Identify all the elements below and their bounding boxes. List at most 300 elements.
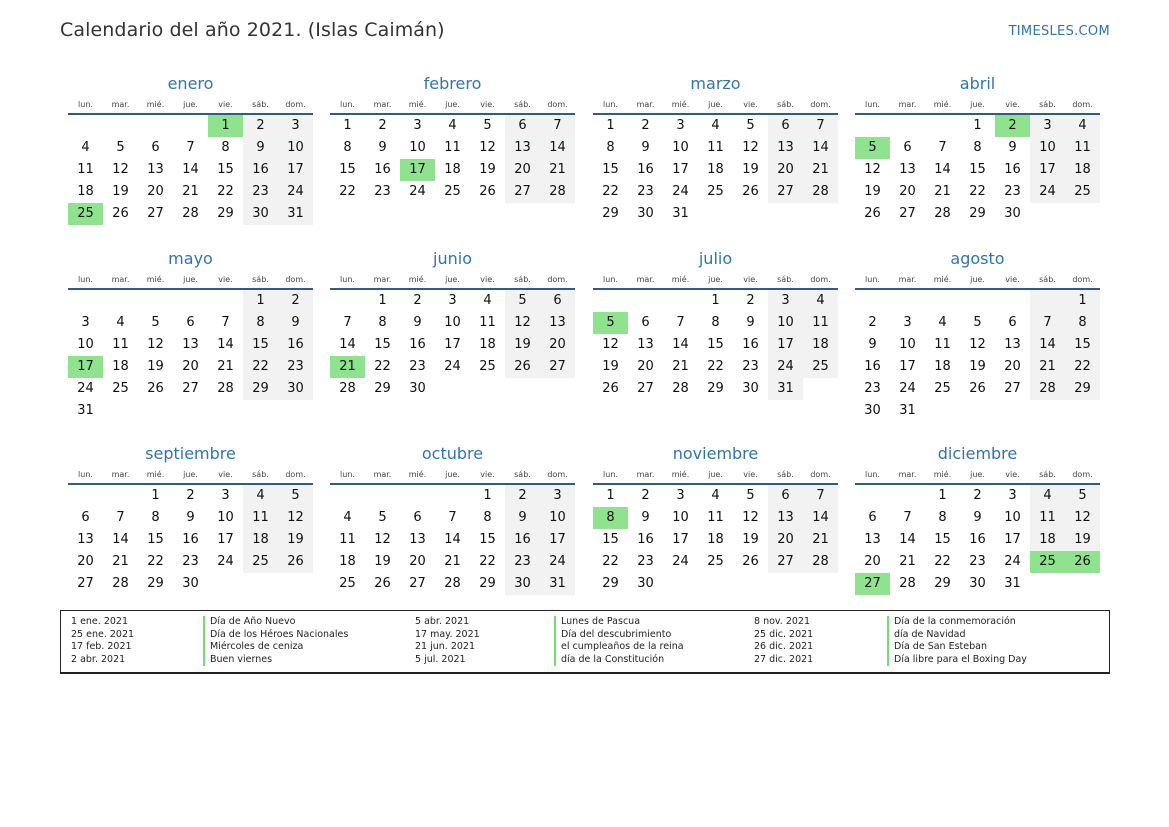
empty-cell — [768, 573, 803, 595]
day-cell: 22 — [934, 554, 951, 569]
day-cell: 14 — [803, 137, 838, 159]
empty-cell — [733, 573, 768, 595]
day-cell: 19 — [112, 184, 129, 199]
day-cell: 30 — [243, 203, 278, 225]
day-cell: 12 — [742, 140, 759, 155]
day-cell: 13 — [864, 532, 881, 547]
day-cell: 18 — [479, 337, 496, 352]
day-cell: 21 — [672, 359, 689, 374]
weekday-label: vie. — [218, 470, 233, 479]
day-cell: 18 — [707, 532, 724, 547]
weekday-header — [330, 97, 575, 113]
day-cell: 31 — [768, 378, 803, 400]
day-cell: 4 — [343, 510, 352, 525]
weekday-label: mié. — [146, 100, 165, 109]
week-row — [593, 529, 838, 551]
legend-holiday: día de Navidad — [894, 628, 966, 640]
week-row — [855, 159, 1100, 181]
day-cell: 7 — [116, 510, 125, 525]
day-cell: 17 — [1004, 532, 1021, 547]
day-cell: 23 — [742, 359, 759, 374]
day-cell: 4 — [803, 290, 838, 312]
day-cell: 8 — [938, 510, 947, 525]
day-cell: 6 — [903, 140, 912, 155]
day-cell: 20 — [409, 554, 426, 569]
day-cell: 7 — [803, 485, 838, 507]
day-cell: 21 — [934, 184, 951, 199]
day-cell: 24 — [444, 359, 461, 374]
weekday-label: mié. — [408, 275, 427, 284]
empty-cell — [173, 290, 208, 312]
day-cell: 2 — [505, 485, 540, 507]
day-cell: 17 — [1030, 159, 1065, 181]
day-cell: 1 — [208, 115, 243, 137]
day-cell: 22 — [243, 356, 278, 378]
day-cell: 11 — [479, 315, 496, 330]
day-cell: 5 — [378, 510, 387, 525]
week-row — [68, 573, 313, 595]
empty-cell — [925, 400, 960, 422]
day-cell: 21 — [182, 184, 199, 199]
day-cell: 29 — [934, 576, 951, 591]
legend-date: 25 dic. 2021 — [754, 628, 814, 640]
day-cell: 12 — [147, 337, 164, 352]
day-cell: 2 — [746, 293, 755, 308]
weekday-label: sáb. — [514, 100, 531, 109]
week-row — [68, 115, 313, 137]
empty-cell — [243, 573, 278, 595]
empty-cell — [855, 485, 890, 507]
weekday-label: jue. — [970, 275, 985, 284]
day-cell: 27 — [1004, 381, 1021, 396]
week-row — [855, 334, 1100, 356]
day-cell: 6 — [81, 510, 90, 525]
day-cell: 27 — [637, 381, 654, 396]
day-cell: 2 — [868, 315, 877, 330]
day-cell: 9 — [641, 510, 650, 525]
day-cell: 16 — [278, 334, 313, 356]
day-cell: 10 — [444, 315, 461, 330]
day-cell: 25 — [339, 576, 356, 591]
empty-cell — [68, 485, 103, 507]
week-row — [330, 529, 575, 551]
day-cell: 18 — [934, 359, 951, 374]
month-name: marzo — [690, 74, 741, 93]
week-row — [68, 485, 313, 507]
day-cell: 9 — [378, 140, 387, 155]
day-cell: 15 — [602, 162, 619, 177]
day-cell: 18 — [112, 359, 129, 374]
day-cell: 14 — [1030, 334, 1065, 356]
day-cell: 2 — [973, 488, 982, 503]
weekday-label: mié. — [408, 100, 427, 109]
day-cell: 1 — [973, 118, 982, 133]
week-row — [330, 573, 575, 595]
month-agosto — [855, 247, 1100, 422]
day-cell: 29 — [243, 378, 278, 400]
week-row — [855, 551, 1100, 573]
day-cell: 4 — [116, 315, 125, 330]
day-cell: 26 — [147, 381, 164, 396]
day-cell: 30 — [409, 381, 426, 396]
weekday-header — [593, 467, 838, 483]
weekday-label: mié. — [146, 470, 165, 479]
day-cell: 5 — [1065, 485, 1100, 507]
weekday-label: jue. — [708, 100, 723, 109]
day-cell: 11 — [1030, 507, 1065, 529]
day-cell: 21 — [1030, 356, 1065, 378]
day-cell: 25 — [1065, 181, 1100, 203]
day-cell: 8 — [151, 510, 160, 525]
day-cell: 26 — [374, 576, 391, 591]
day-cell: 11 — [77, 162, 94, 177]
day-cell: 24 — [1004, 554, 1021, 569]
week-row — [593, 181, 838, 203]
week-row — [593, 334, 838, 356]
day-cell: 4 — [1065, 115, 1100, 137]
day-cell: 6 — [768, 115, 803, 137]
day-cell: 7 — [938, 140, 947, 155]
day-cell: 12 — [969, 337, 986, 352]
day-cell: 3 — [1008, 488, 1017, 503]
day-cell: 29 — [602, 206, 619, 221]
day-cell: 19 — [278, 529, 313, 551]
day-cell: 13 — [147, 162, 164, 177]
legend-color-bar — [887, 616, 889, 666]
weekday-header — [855, 272, 1100, 288]
day-cell: 14 — [899, 532, 916, 547]
weekday-header — [68, 272, 313, 288]
empty-cell — [1065, 203, 1100, 225]
empty-cell — [208, 290, 243, 312]
week-row — [855, 507, 1100, 529]
weekday-label: lun. — [603, 275, 618, 284]
day-cell: 14 — [217, 337, 234, 352]
empty-cell — [138, 115, 173, 137]
day-cell: 30 — [1004, 206, 1021, 221]
weekday-label: jue. — [708, 275, 723, 284]
day-cell: 11 — [243, 507, 278, 529]
day-cell: 3 — [278, 115, 313, 137]
day-cell: 4 — [711, 118, 720, 133]
empty-cell — [960, 400, 995, 422]
empty-cell — [540, 378, 575, 400]
legend-holiday: Día de Año Nuevo — [210, 616, 296, 627]
day-cell: 28 — [803, 181, 838, 203]
day-cell: 7 — [540, 115, 575, 137]
empty-cell — [1030, 573, 1065, 595]
day-cell: 11 — [803, 312, 838, 334]
weekday-label: lun. — [340, 100, 355, 109]
day-cell: 9 — [505, 507, 540, 529]
day-cell: 20 — [899, 184, 916, 199]
day-cell: 27 — [768, 181, 803, 203]
day-cell: 19 — [864, 184, 881, 199]
weekday-label: sáb. — [1039, 470, 1056, 479]
week-row — [330, 507, 575, 529]
day-cell: 15 — [1065, 334, 1100, 356]
day-cell: 13 — [768, 507, 803, 529]
day-cell: 1 — [938, 488, 947, 503]
weekday-label: mar. — [373, 470, 392, 479]
day-cell: 15 — [217, 162, 234, 177]
day-cell: 9 — [1008, 140, 1017, 155]
weekday-label: dom. — [1072, 275, 1093, 284]
day-cell: 28 — [803, 551, 838, 573]
day-cell: 19 — [147, 359, 164, 374]
weekday-label: lun. — [603, 470, 618, 479]
weekday-label: sáb. — [252, 275, 269, 284]
day-cell: 19 — [969, 359, 986, 374]
day-cell: 16 — [409, 337, 426, 352]
empty-cell — [1030, 203, 1065, 225]
month-febrero — [330, 72, 575, 203]
week-row — [330, 159, 575, 181]
day-cell: 16 — [742, 337, 759, 352]
day-cell: 23 — [969, 554, 986, 569]
day-cell: 8 — [606, 140, 615, 155]
day-cell: 23 — [1004, 184, 1021, 199]
day-cell: 5 — [278, 485, 313, 507]
empty-cell — [278, 400, 313, 422]
day-cell: 24 — [672, 554, 689, 569]
empty-cell — [628, 290, 663, 312]
day-cell: 21 — [112, 554, 129, 569]
week-row — [855, 181, 1100, 203]
empty-cell — [173, 400, 208, 422]
day-cell: 4 — [938, 315, 947, 330]
day-cell: 17 — [540, 529, 575, 551]
day-cell: 10 — [77, 337, 94, 352]
day-cell: 1 — [343, 118, 352, 133]
brand-link[interactable]: TIMESLES.COM — [1008, 24, 1110, 39]
day-cell: 20 — [540, 334, 575, 356]
day-cell: 13 — [540, 312, 575, 334]
day-cell: 28 — [182, 206, 199, 221]
weekday-label: vie. — [743, 470, 758, 479]
day-cell: 16 — [969, 532, 986, 547]
day-cell: 29 — [707, 381, 724, 396]
day-cell: 26 — [112, 206, 129, 221]
day-cell: 28 — [112, 576, 129, 591]
day-cell: 23 — [864, 381, 881, 396]
day-cell: 7 — [221, 315, 230, 330]
day-cell: 22 — [147, 554, 164, 569]
day-cell: 16 — [505, 529, 540, 551]
day-cell: 12 — [479, 140, 496, 155]
day-cell: 15 — [479, 532, 496, 547]
day-cell: 17 — [68, 356, 103, 378]
week-row — [330, 485, 575, 507]
empty-cell — [505, 378, 540, 400]
day-cell: 31 — [540, 573, 575, 595]
day-cell: 9 — [186, 510, 195, 525]
week-row — [855, 378, 1100, 400]
day-cell: 30 — [742, 381, 759, 396]
week-row — [68, 334, 313, 356]
day-cell: 27 — [409, 576, 426, 591]
day-cell: 18 — [1065, 159, 1100, 181]
week-row — [330, 181, 575, 203]
weekday-label: lun. — [865, 470, 880, 479]
empty-cell — [103, 400, 138, 422]
day-cell: 6 — [151, 140, 160, 155]
day-cell: 16 — [637, 532, 654, 547]
week-row — [593, 551, 838, 573]
legend-holiday: día de la Constitución — [561, 653, 665, 665]
weekday-label: mié. — [933, 100, 952, 109]
empty-cell — [330, 290, 365, 312]
weekday-label: mar. — [111, 470, 130, 479]
day-cell: 1 — [1065, 290, 1100, 312]
day-cell: 19 — [505, 334, 540, 356]
month-marzo — [593, 72, 838, 225]
day-cell: 31 — [672, 206, 689, 221]
week-row — [593, 378, 838, 400]
week-row — [330, 551, 575, 573]
weekday-header — [330, 467, 575, 483]
empty-cell — [890, 290, 925, 312]
week-row — [593, 137, 838, 159]
empty-cell — [733, 203, 768, 225]
day-cell: 9 — [413, 315, 422, 330]
day-cell: 20 — [864, 554, 881, 569]
day-cell: 15 — [934, 532, 951, 547]
day-cell: 14 — [112, 532, 129, 547]
week-row — [330, 334, 575, 356]
day-cell: 11 — [934, 337, 951, 352]
day-cell: 19 — [1065, 529, 1100, 551]
empty-cell — [803, 573, 838, 595]
day-cell: 19 — [479, 162, 496, 177]
weekday-label: dom. — [547, 275, 568, 284]
day-cell: 24 — [672, 184, 689, 199]
day-cell: 29 — [1065, 378, 1100, 400]
week-row — [68, 137, 313, 159]
day-cell: 20 — [768, 529, 803, 551]
day-cell: 19 — [742, 532, 759, 547]
day-cell: 4 — [448, 118, 457, 133]
weekday-label: vie. — [1005, 470, 1020, 479]
weekday-label: sáb. — [514, 275, 531, 284]
day-cell: 30 — [637, 576, 654, 591]
day-cell: 6 — [1008, 315, 1017, 330]
day-cell: 13 — [409, 532, 426, 547]
day-cell: 23 — [374, 184, 391, 199]
weekday-header — [855, 467, 1100, 483]
legend-date: 5 abr. 2021 — [415, 616, 470, 627]
day-cell: 17 — [672, 532, 689, 547]
empty-cell — [435, 378, 470, 400]
week-row — [330, 312, 575, 334]
empty-cell — [103, 290, 138, 312]
day-cell: 10 — [768, 312, 803, 334]
week-row — [593, 115, 838, 137]
day-cell: 19 — [602, 359, 619, 374]
weekday-label: vie. — [218, 275, 233, 284]
day-cell: 9 — [746, 315, 755, 330]
day-cell: 13 — [77, 532, 94, 547]
day-cell: 17 — [444, 337, 461, 352]
day-cell: 8 — [221, 140, 230, 155]
legend-date: 17 feb. 2021 — [71, 641, 132, 652]
day-cell: 17 — [278, 159, 313, 181]
week-row — [68, 356, 313, 378]
day-cell: 18 — [243, 529, 278, 551]
day-cell: 20 — [1004, 359, 1021, 374]
day-cell: 16 — [1004, 162, 1021, 177]
day-cell: 11 — [707, 510, 724, 525]
day-cell: 26 — [742, 554, 759, 569]
day-cell: 19 — [742, 162, 759, 177]
day-cell: 12 — [278, 507, 313, 529]
month-name: septiembre — [145, 444, 236, 463]
weekday-label: dom. — [1072, 100, 1093, 109]
weekday-label: jue. — [970, 100, 985, 109]
day-cell: 3 — [676, 118, 685, 133]
month-septiembre — [68, 442, 313, 595]
weekday-label: dom. — [285, 275, 306, 284]
day-cell: 29 — [602, 576, 619, 591]
legend-holiday: Día de San Esteban — [894, 641, 987, 652]
weekday-label: vie. — [1005, 100, 1020, 109]
empty-cell — [663, 290, 698, 312]
legend-holiday: el cumpleaños de la reina — [561, 641, 684, 652]
legend-holiday: Día libre para el Boxing Day — [894, 653, 1027, 665]
weekday-label: mar. — [636, 100, 655, 109]
day-cell: 25 — [707, 184, 724, 199]
day-cell: 8 — [343, 140, 352, 155]
week-row — [68, 312, 313, 334]
day-cell: 4 — [711, 488, 720, 503]
day-cell: 6 — [186, 315, 195, 330]
weekday-label: mar. — [373, 275, 392, 284]
day-cell: 7 — [448, 510, 457, 525]
legend-color-bar — [203, 616, 205, 666]
day-cell: 27 — [147, 206, 164, 221]
empty-cell — [435, 485, 470, 507]
day-cell: 1 — [606, 118, 615, 133]
month-name: diciembre — [937, 444, 1018, 463]
day-cell: 12 — [112, 162, 129, 177]
empty-cell — [365, 485, 400, 507]
day-cell: 1 — [606, 488, 615, 503]
day-cell: 22 — [479, 554, 496, 569]
empty-cell — [803, 203, 838, 225]
day-cell: 5 — [973, 315, 982, 330]
day-cell: 21 — [803, 159, 838, 181]
legend-names-2 — [561, 616, 684, 666]
week-row — [593, 203, 838, 225]
day-cell: 11 — [444, 140, 461, 155]
month-enero — [68, 72, 313, 225]
day-cell: 18 — [339, 554, 356, 569]
day-cell: 28 — [444, 576, 461, 591]
day-cell: 22 — [602, 554, 619, 569]
day-cell: 15 — [969, 162, 986, 177]
legend-date: 26 dic. 2021 — [754, 641, 814, 652]
day-cell: 13 — [182, 337, 199, 352]
weekday-label: dom. — [810, 275, 831, 284]
weekday-label: vie. — [480, 100, 495, 109]
legend-date: 21 jun. 2021 — [415, 641, 476, 652]
weekday-label: mar. — [898, 470, 917, 479]
day-cell: 10 — [899, 337, 916, 352]
weekday-label: lun. — [340, 470, 355, 479]
empty-cell — [243, 400, 278, 422]
day-cell: 9 — [278, 312, 313, 334]
weekday-header — [855, 97, 1100, 113]
